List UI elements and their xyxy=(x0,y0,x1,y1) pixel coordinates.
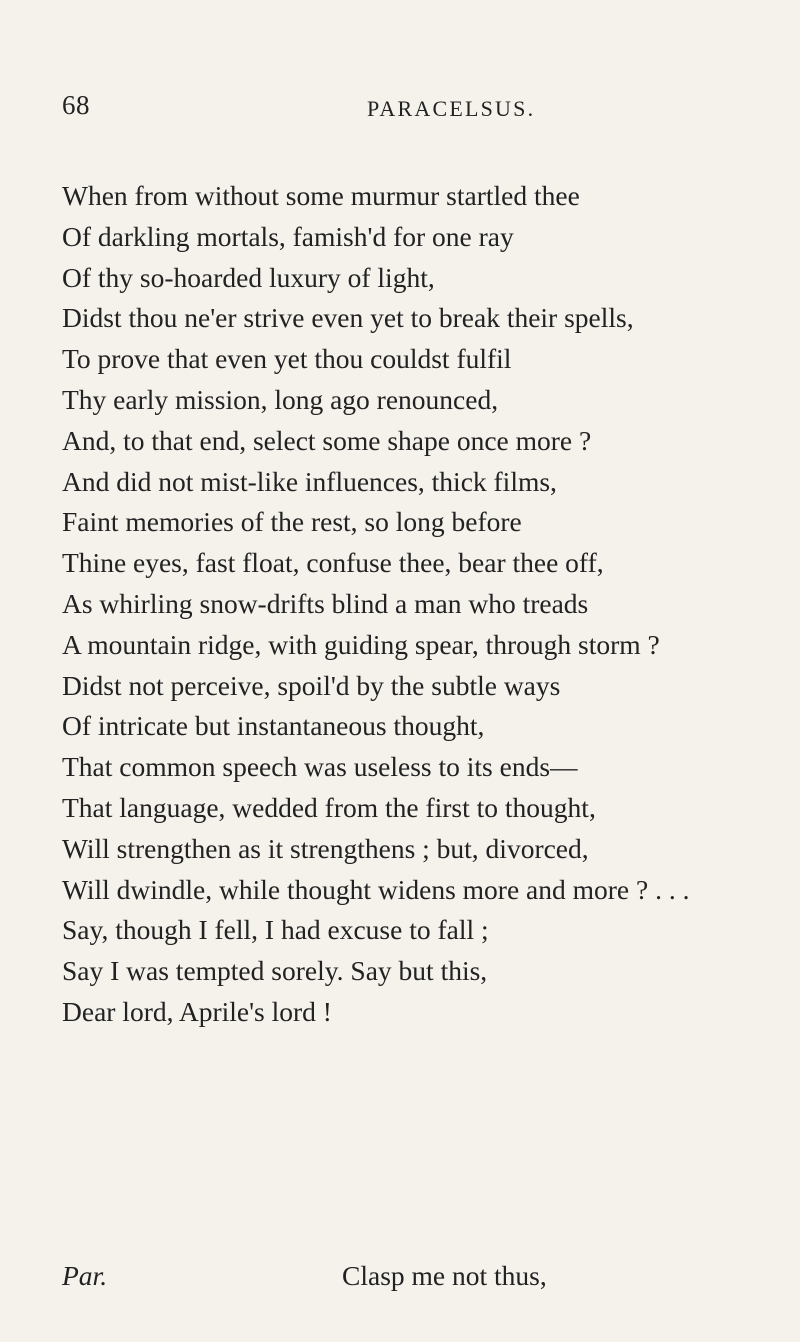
poem-line: Didst not perceive, spoil'd by the subtle ways xyxy=(62,669,561,701)
poem-line: As whirling snow-drifts blind a man who treads xyxy=(62,587,589,619)
poem-line: Of thy so-hoarded luxury of light, xyxy=(62,261,435,293)
poem-line: Will strengthen as it strengthens ; but, divorced, xyxy=(62,832,589,864)
poem-line: And, to that end, select some shape once more ? xyxy=(62,424,592,456)
poem-line: Will dwindle, while thought widens more and more ? . . . xyxy=(62,873,690,905)
poem-line: Of intricate but instantaneous thought, xyxy=(62,710,485,742)
poem-body xyxy=(62,176,792,1033)
poem-line: To prove that even yet thou couldst fulfil xyxy=(62,343,512,375)
poem-line: A mountain ridge, with guiding spear, through storm ? xyxy=(62,628,660,660)
poem-line: That language, wedded from the first to thought, xyxy=(62,791,596,823)
speaker-name: Par. xyxy=(62,1260,108,1291)
poem-line: Thine eyes, fast float, confuse thee, bear thee off, xyxy=(62,547,604,579)
poem-line: Dear lord, Aprile's lord ! xyxy=(62,995,332,1027)
running-title: PARACELSUS. xyxy=(367,96,536,121)
poem-line: Of darkling mortals, famish'd for one ray xyxy=(62,220,514,252)
poem-line: Didst thou ne'er strive even yet to break their spells, xyxy=(62,302,634,334)
poem-line: When from without some murmur startled thee xyxy=(62,180,580,211)
poem-line: Thy early mission, long ago renounced, xyxy=(62,383,499,415)
speaker-text: Clasp me not thus, xyxy=(342,1260,547,1291)
page-number: 68 xyxy=(62,90,90,120)
poem-line: And did not mist-like influences, thick films, xyxy=(62,465,557,497)
poem-line: Say, though I fell, I had excuse to fall ; xyxy=(62,914,489,946)
poem-line: Say I was tempted sorely. Say but this, xyxy=(62,955,488,987)
poem-line: Faint memories of the rest, so long before xyxy=(62,506,522,538)
poem-line: That common speech was useless to its ends— xyxy=(62,751,578,783)
speaker-line xyxy=(62,1256,762,1296)
